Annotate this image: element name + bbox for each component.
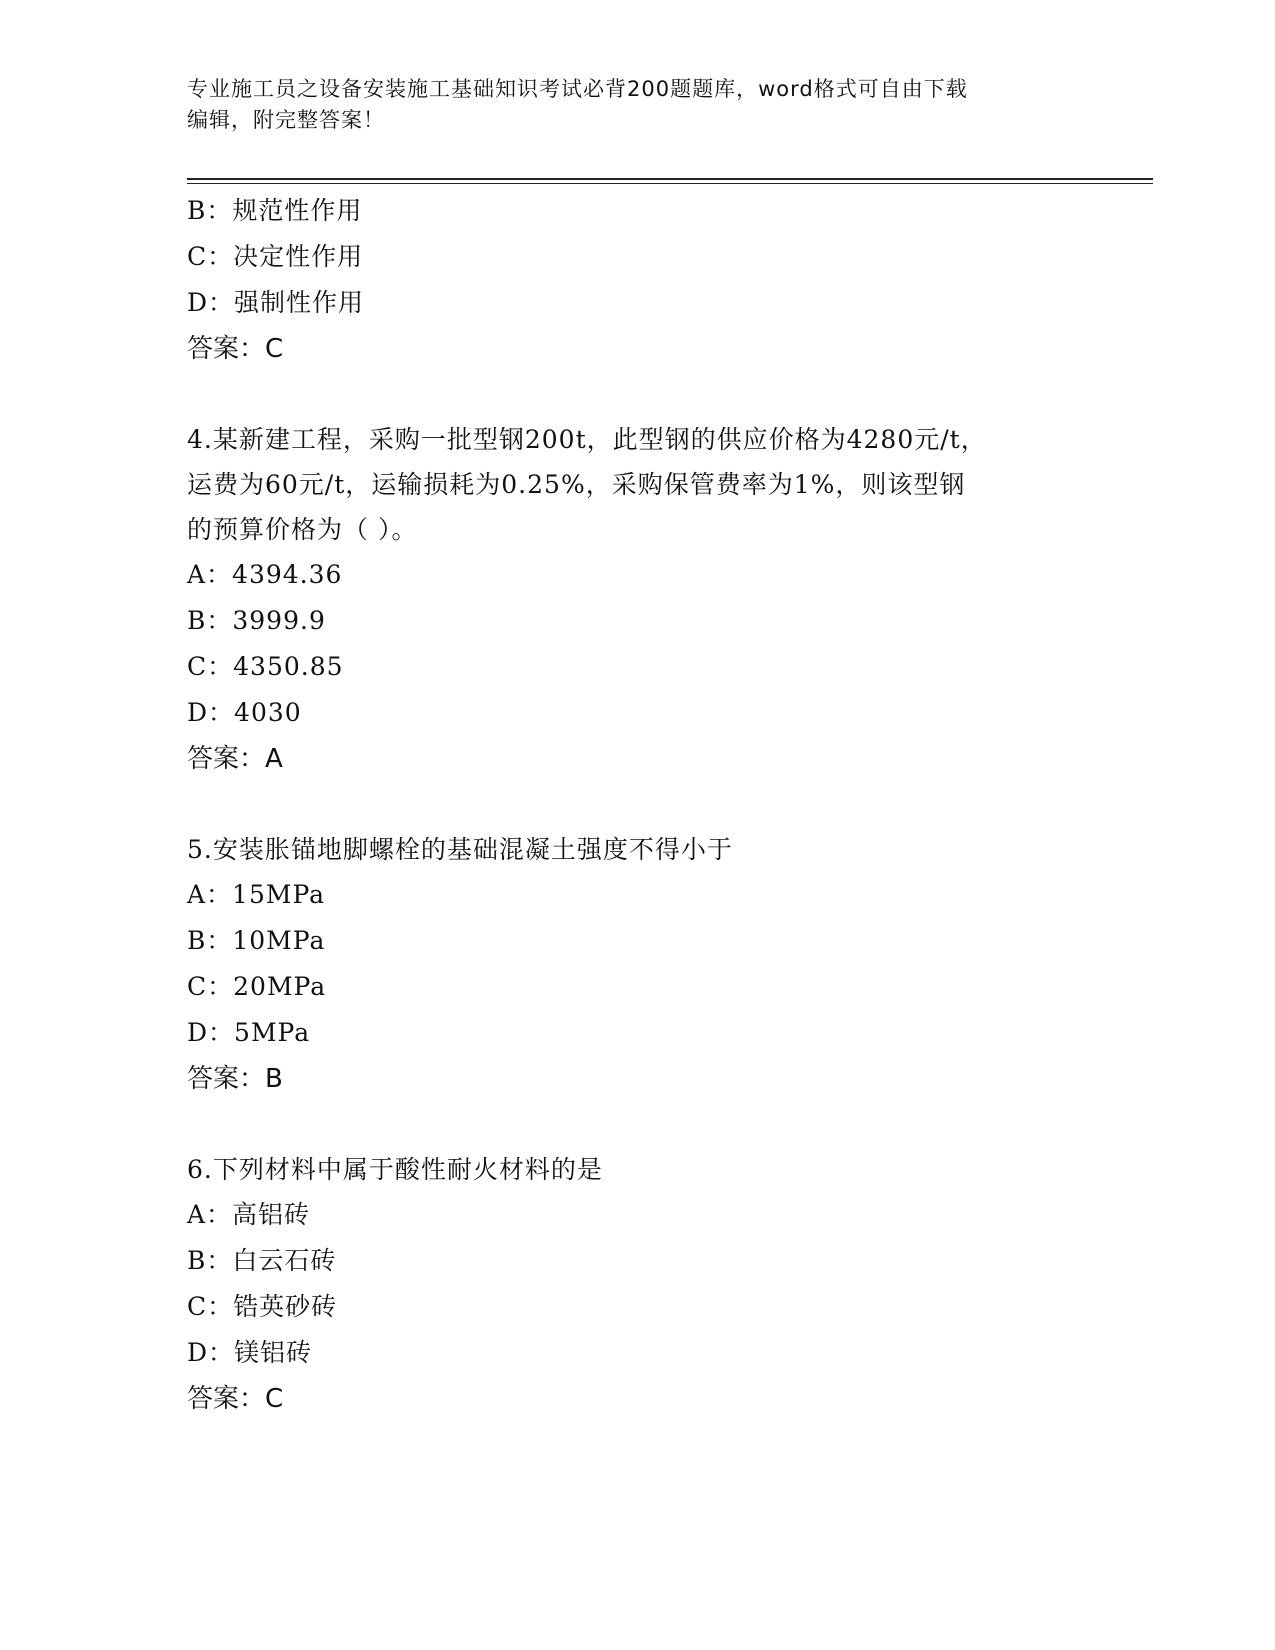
- option-c: C：决定性作用: [187, 242, 364, 271]
- question-6: [187, 1147, 1087, 1422]
- question-4: [187, 417, 1087, 782]
- option-d: D：4030: [187, 698, 302, 727]
- option-c: C：锆英砂砖: [187, 1292, 338, 1321]
- answer-line: 答案：C: [187, 334, 284, 364]
- option-d: D：镁铝砖: [187, 1338, 313, 1367]
- header-title-line-1: 专业施工员之设备安装施工基础知识考试必背200题题库，word格式可自由下载: [187, 77, 968, 101]
- option-a: A：高铝砖: [187, 1200, 311, 1229]
- question-stem-line-3: 的预算价格为（ ）。: [187, 515, 418, 544]
- question-list: [187, 188, 1087, 1422]
- header-divider-thin: [187, 183, 1153, 184]
- header-divider-thick: [187, 178, 1153, 180]
- option-c: C：4350.85: [187, 652, 344, 681]
- option-b: B：规范性作用: [187, 196, 363, 225]
- header-title-line-2: 编辑，附完整答案！: [187, 108, 385, 132]
- option-a: A：4394.36: [187, 560, 343, 589]
- question-5: [187, 827, 1087, 1102]
- page-header: [187, 74, 1067, 136]
- option-a: A：15MPa: [187, 880, 326, 909]
- answer-line: 答案：B: [187, 1064, 283, 1094]
- option-d: D：强制性作用: [187, 288, 365, 317]
- option-c: C：20MPa: [187, 972, 327, 1001]
- option-b: B：10MPa: [187, 926, 326, 955]
- option-b: B：白云石砖: [187, 1246, 337, 1275]
- question-stem: 5.安装胀锚地脚螺栓的基础混凝土强度不得小于: [187, 835, 733, 864]
- answer-line: 答案：A: [187, 744, 283, 774]
- question-3: [187, 188, 1087, 372]
- question-stem-line-1: 4.某新建工程，采购一批型钢200t，此型钢的供应价格为4280元/t，: [187, 425, 987, 454]
- option-b: B：3999.9: [187, 606, 326, 635]
- option-d: D：5MPa: [187, 1018, 311, 1047]
- spacer: [187, 782, 1087, 827]
- spacer: [187, 1102, 1087, 1147]
- spacer: [187, 372, 1087, 417]
- question-stem: 6.下列材料中属于酸性耐火材料的是: [187, 1155, 603, 1184]
- question-stem-line-2: 运费为60元/t，运输损耗为0.25%，采购保管费率为1%，则该型钢: [187, 470, 966, 499]
- answer-line: 答案：C: [187, 1384, 284, 1414]
